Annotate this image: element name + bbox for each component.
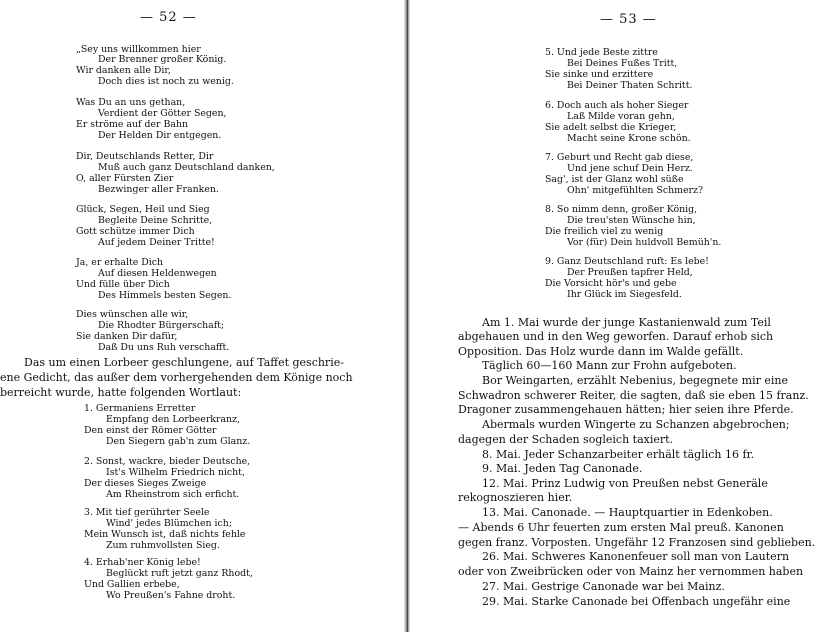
prose-line: 9. Mai. Jeden Tag Canonade. [482, 462, 643, 475]
verse-line: Der dieses Sieges Zweige [84, 478, 207, 489]
verse-line: Empfang den Lorbeerkranz, [106, 414, 241, 425]
verse-line: Begleite Deine Schritte, [98, 215, 213, 226]
verse-line: „Sey uns willkommen hier [76, 44, 201, 55]
verse-line: 4. Erhab'ner König lebe! [84, 557, 201, 568]
verse-line: Der Helden Dir entgegen. [98, 130, 222, 141]
prose-line: berreicht wurde, hatte folgenden Wortlaut: [0, 386, 242, 399]
verse-line: Beglückt ruft jetzt ganz Rhodt, [106, 568, 253, 579]
verse-line: Wind' jedes Blümchen ich; [106, 518, 232, 529]
verse-line: Den Siegern gab'n zum Glanz. [106, 436, 251, 447]
prose-line: 27. Mai. Gestrige Canonade war bei Mainz. [482, 580, 725, 593]
verse-line: Zum ruhmvollsten Sieg. [106, 540, 220, 551]
verse-line: Sie danken Dir dafür, [76, 331, 178, 342]
prose-line: Schwadron schwerer Reiter, die sagten, daß sie eben 15 franz. [458, 389, 809, 402]
prose-line: ene Gedicht, das außer dem vorhergehenden dem Könige noch [0, 371, 353, 384]
prose-line: 26. Mai. Schweres Kanonenfeuer soll man von Lautern [482, 550, 790, 563]
verse-line: Sie sinke und erzittere [545, 69, 654, 80]
verse-line: Die Vorsicht hör's und gebe [545, 278, 677, 289]
verse-line: 1. Germaniens Erretter [84, 403, 196, 414]
verse-line: O, aller Fürsten Zier [76, 173, 174, 184]
verse-line: 5. Und jede Beste zittre [545, 47, 658, 58]
prose-line: oder von Zweibrücken oder von Mainz her vernommen haben [458, 565, 804, 578]
verse-line: 9. Ganz Deutschland ruft: Es lebe! [545, 256, 709, 267]
verse-line: Daß Du uns Ruh verschafft. [98, 342, 230, 353]
prose-line: 13. Mai. Canonade. — Hauptquartier in Edenkoben. [482, 506, 773, 519]
verse-line: Und Gallien erbebe, [84, 579, 180, 590]
verse-line: Bei Deines Fußes Tritt, [567, 58, 678, 69]
verse-line: Er ströme auf der Bahn [76, 119, 189, 130]
verse-line: 6. Doch auch als hoher Sieger [545, 100, 689, 111]
verse-line: Bezwinger aller Franken. [98, 184, 219, 195]
verse-line: Den einst der Römer Götter [84, 425, 217, 436]
prose-line: abgehauen und in den Weg geworfen. Darauf erhob sich [458, 330, 774, 343]
verse-line: 8. So nimm denn, großer König, [545, 204, 698, 215]
verse-line: Ohn' mitgefühlten Schmerz? [567, 185, 703, 196]
verse-line: Laß Milde voran gehn, [567, 111, 675, 122]
verse-line: Muß auch ganz Deutschland danken, [98, 162, 275, 173]
prose-line: dagegen der Schaden sogleich taxiert. [458, 433, 674, 446]
verse-line: Wo Preußen's Fahne droht. [106, 590, 236, 601]
verse-line: Und fülle über Dich [76, 279, 170, 290]
prose-line: — Abends 6 Uhr feuerten zum ersten Mal preuß. Kanonen [458, 521, 784, 534]
verse-line: Macht seine Krone schön. [567, 133, 691, 144]
prose-line: Opposition. Das Holz wurde dann im Walde gefällt. [458, 345, 744, 358]
verse-line: Der Preußen tapfrer Held, [567, 267, 693, 278]
verse-line: Was Du an uns gethan, [76, 97, 186, 108]
verse-line: Ja, er erhalte Dich [76, 257, 164, 268]
prose-line: Täglich 60—160 Mann zur Frohn aufgeboten. [482, 359, 737, 372]
prose-line: Am 1. Mai wurde der junge Kastanienwald zum Teil [482, 316, 771, 329]
prose-line: Bor Weingarten, erzählt Nebenius, begegnete mir eine [482, 374, 788, 387]
verse-line: 7. Geburt und Recht gab diese, [545, 152, 694, 163]
page-number: — 52 — [140, 10, 197, 25]
left-page [0, 0, 405, 632]
verse-line: Die freilich viel zu wenig [545, 226, 664, 237]
verse-line: Sie adelt selbst die Krieger, [545, 122, 677, 133]
verse-line: Am Rheinstrom sich erficht. [106, 489, 240, 500]
verse-line: Die Rhodter Bürgerschaft; [98, 320, 225, 331]
verse-line: Mein Wunsch ist, daß nichts fehle [84, 529, 246, 540]
verse-line: Doch dies ist noch zu wenig. [98, 76, 234, 87]
verse-line: Verdient der Götter Segen, [98, 108, 227, 119]
page-number: — 53 — [600, 12, 657, 27]
prose-line: Dragoner zusammengehauen hätten; hier seien ihre Pferde. [458, 403, 794, 416]
verse-line: 2. Sonst, wackre, bieder Deutsche, [84, 456, 251, 467]
prose-line: 29. Mai. Starke Canonade bei Offenbach ungefähr eine [482, 595, 791, 608]
verse-line: Wir danken alle Dir, [76, 65, 171, 76]
verse-line: Sag', ist der Glanz wohl süße [545, 174, 684, 185]
verse-line: Auf diesen Heldenwegen [98, 268, 217, 279]
verse-line: Des Himmels besten Segen. [98, 290, 232, 301]
verse-line: Bei Deiner Thaten Schritt. [567, 80, 693, 91]
prose-line: 12. Mai. Prinz Ludwig von Preußen nebst Generäle [482, 477, 768, 490]
verse-line: Ihr Glück im Siegesfeld. [567, 289, 682, 300]
right-page [410, 0, 835, 632]
verse-line: Dir, Deutschlands Retter, Dir [76, 151, 214, 162]
prose-line: rekognoszieren hier. [458, 491, 573, 504]
prose-line: Abermals wurden Wingerte zu Schanzen abgebrochen; [482, 418, 790, 431]
verse-line: Und jene schuf Dein Herz. [567, 163, 693, 174]
verse-line: Die treu'sten Wünsche hin, [567, 215, 696, 226]
verse-line: 3. Mit tief gerührter Seele [84, 507, 210, 518]
verse-line: Glück, Segen, Heil und Sieg [76, 204, 210, 215]
verse-line: Gott schütze immer Dich [76, 226, 195, 237]
prose-line: gegen franz. Vorposten. Ungefähr 12 Franzosen sind geblieben. [458, 536, 816, 549]
verse-line: Vor (für) Dein huldvoll Bemüh'n. [567, 237, 722, 248]
verse-line: Dies wünschen alle wir, [76, 309, 189, 320]
prose-line: 8. Mai. Jeder Schanzarbeiter erhält täglich 16 fr. [482, 448, 755, 461]
verse-line: Ist's Wilhelm Friedrich nicht, [106, 467, 245, 478]
verse-line: Der Brenner großer König. [98, 54, 227, 65]
prose-line: Das um einen Lorbeer geschlungene, auf Taffet geschrie- [24, 356, 344, 369]
verse-line: Auf jedem Deiner Tritte! [98, 237, 215, 248]
